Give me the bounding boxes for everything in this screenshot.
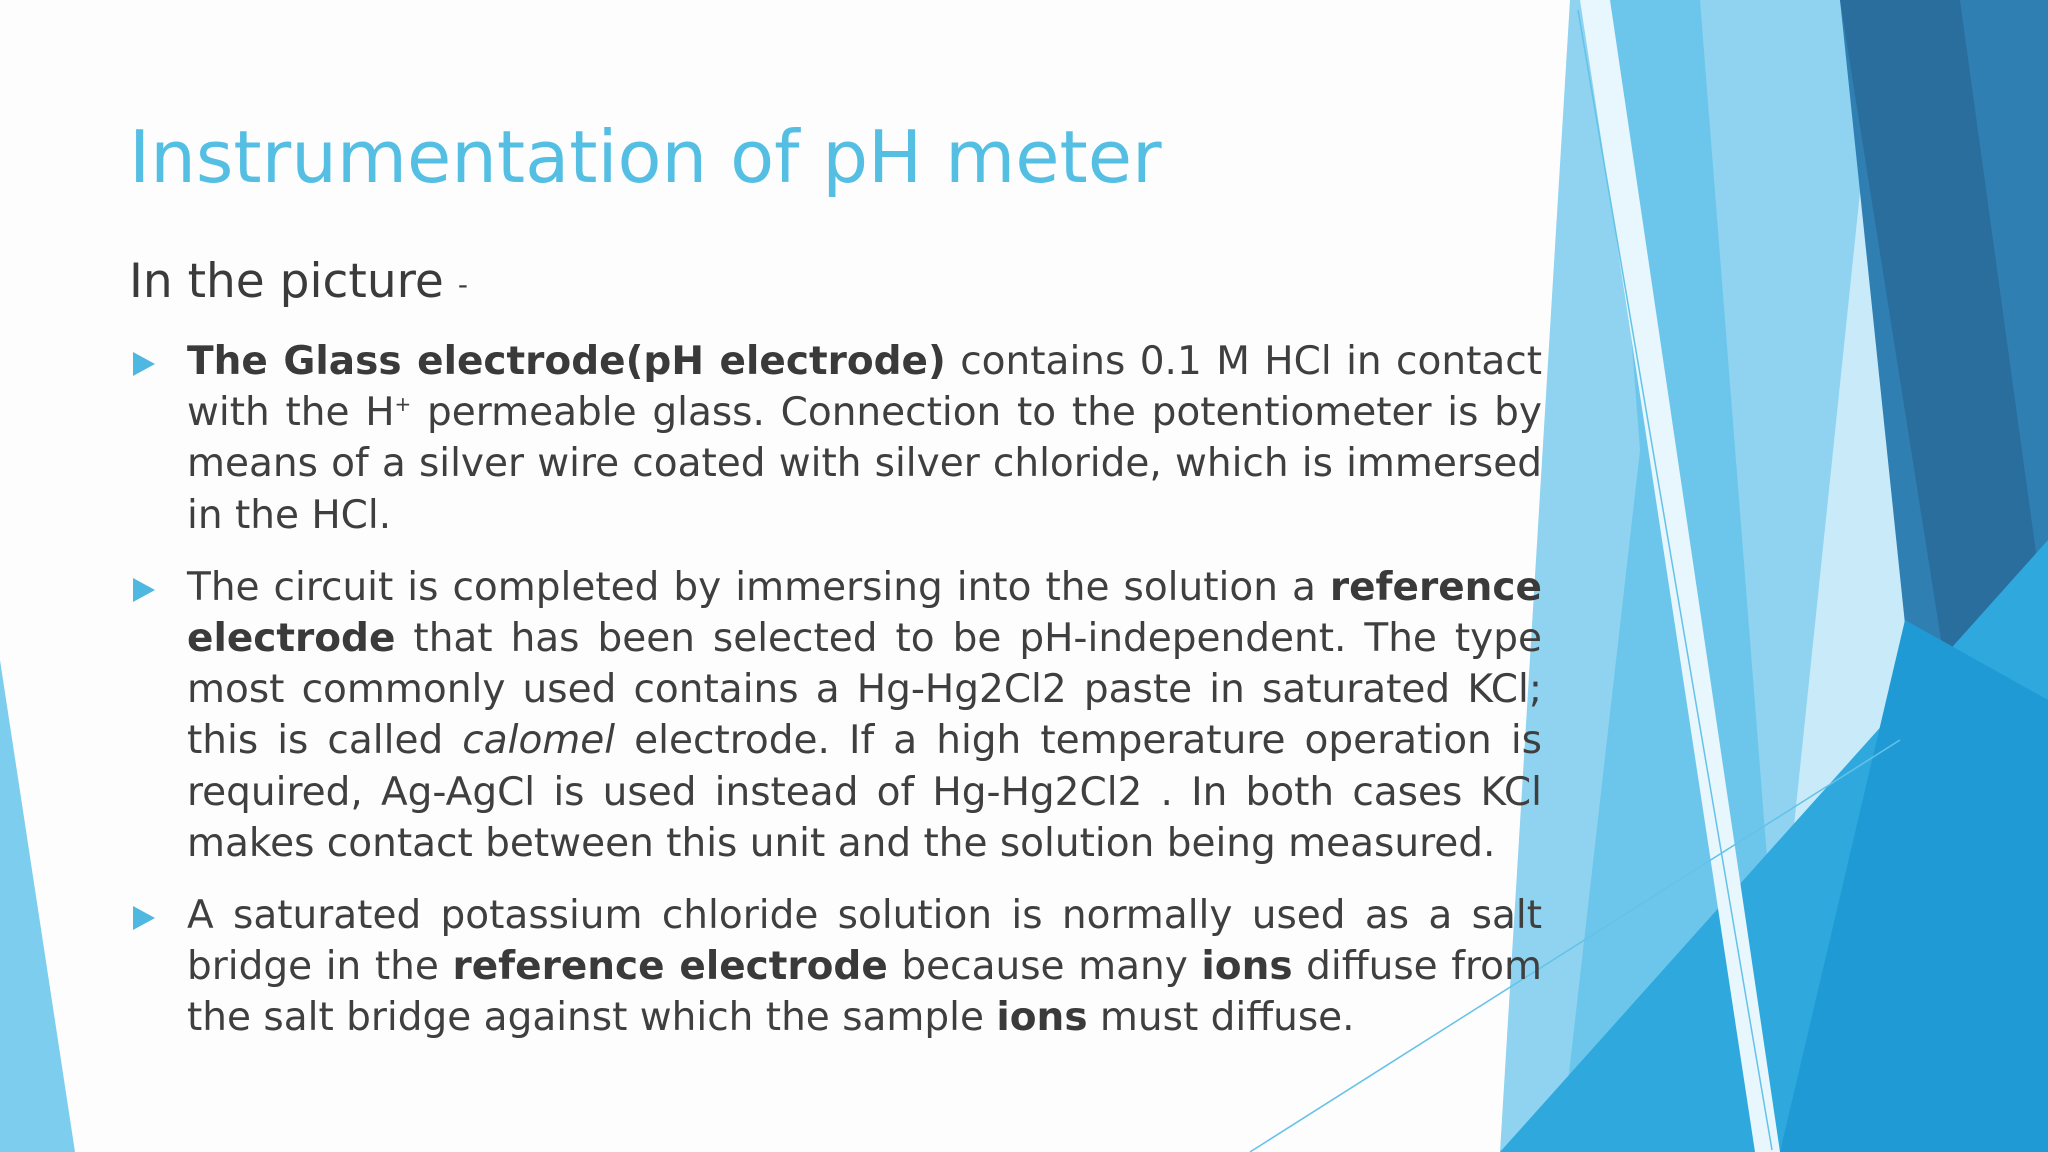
bullet-item [129, 336, 1542, 541]
bullet-arrow-icon [133, 906, 155, 930]
text-run: that has been selected to be pH-independent. The type most commonly used contains a Hg-Hg2Cl2 paste in saturated KCl; this is called [187, 616, 1542, 764]
bold-run: ions [1201, 944, 1293, 990]
bullet-list [129, 336, 1542, 1065]
superscript-run: + [394, 392, 412, 417]
subtitle-text: In the picture [129, 254, 444, 309]
text-run: permeable glass. Connection to the potentiometer is by means of a silver wire coated with silver chloride, which is immersed in the HCl. [187, 390, 1542, 538]
bold-run: reference electrode [452, 944, 888, 990]
slide-title: Instrumentation of pH meter [129, 115, 1162, 199]
bullet-text [187, 565, 1542, 866]
text-run: must diffuse. [1087, 995, 1355, 1041]
bullet-text [187, 893, 1542, 1040]
text-run: diffuse from the salt bridge against which the sample [187, 944, 1543, 1041]
bullet-arrow-icon [133, 578, 155, 602]
bold-run: reference electrode [187, 564, 1542, 662]
bullet-arrow-icon [133, 352, 155, 376]
bullet-item [129, 562, 1542, 869]
text-run: The circuit is completed by immersing into the solution a [187, 564, 1330, 610]
bold-run: The Glass electrode(pH electrode) [187, 339, 946, 384]
text-run: electrode. If a high temperature operation is required, Ag-AgCl is used instead of Hg-Hg2Cl2 . In both cases KCl makes contact between this unit and the solution being measured. [187, 718, 1542, 866]
slide-subtitle [129, 252, 468, 315]
bullet-text [187, 339, 1542, 538]
text-run: contains 0.1 M HCl in contact with the H [187, 339, 1542, 436]
bold-run: ions [996, 995, 1088, 1041]
italic-run: calomel [462, 718, 616, 764]
bullet-item [129, 890, 1542, 1044]
text-run: A saturated potassium chloride solution is normally used as a salt bridge in the [187, 893, 1542, 990]
text-run: because many [887, 944, 1202, 990]
subtitle-dash: - [457, 267, 468, 301]
left-accent-triangle [0, 660, 75, 1152]
